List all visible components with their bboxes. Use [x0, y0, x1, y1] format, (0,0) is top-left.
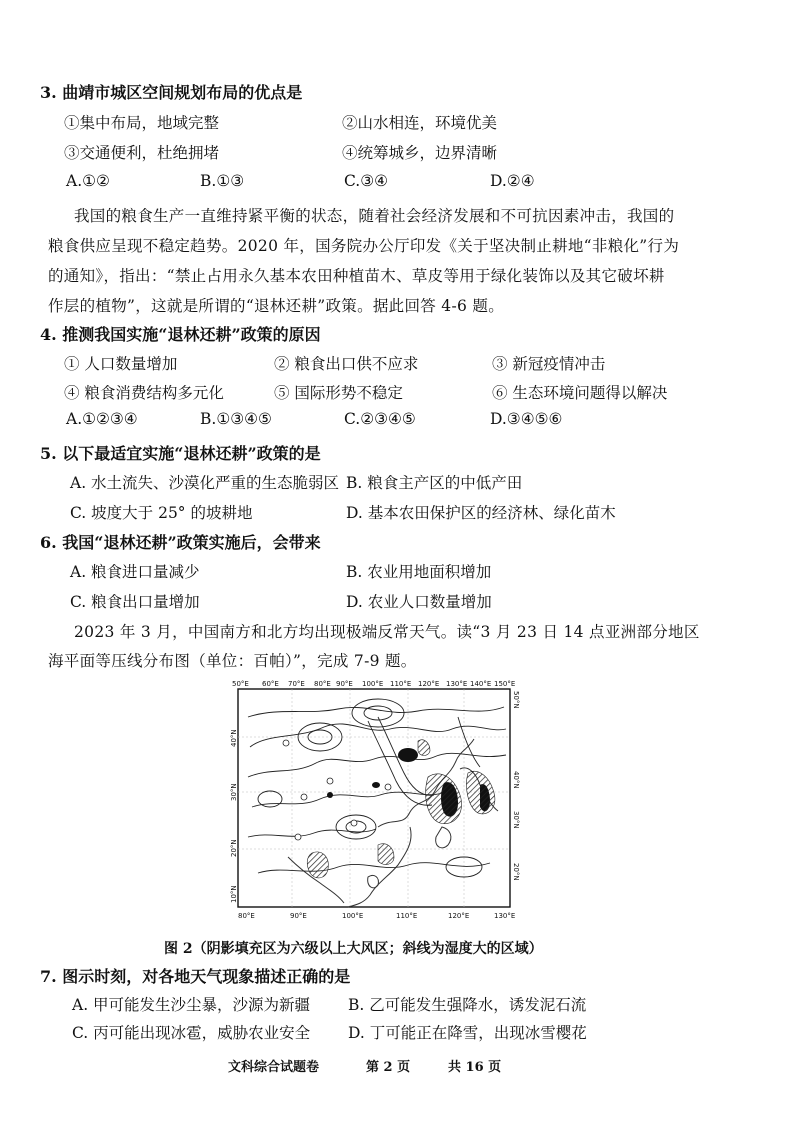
q4-stem: 4. 推测我国实施“退林还耕”政策的原因: [40, 325, 321, 344]
lon-bottom-0: 80°E: [238, 912, 255, 920]
q3-item-1: ①集中布局，地域完整: [64, 114, 220, 132]
lat-right-2: 30°N: [512, 811, 520, 829]
lon-top-5: 100°E: [362, 680, 384, 688]
q7-choice-b: B. 乙可能发生强降水，诱发泥石流: [348, 996, 587, 1014]
q4-item-1: ① 人口数量增加: [64, 355, 178, 373]
lat-left-0: 40°N: [230, 729, 238, 747]
q3-item-4: ④统筹城乡，边界清晰: [342, 144, 498, 162]
isobar-map: [228, 677, 520, 922]
q7-choice-d: D. 丁可能正在降雪，出现冰雪樱花: [348, 1024, 587, 1042]
lon-top-10: 150°E: [494, 680, 516, 688]
lon-bottom-4: 120°E: [448, 912, 470, 920]
q7-stem: 7. 图示时刻，对各地天气现象描述正确的是: [40, 967, 351, 986]
q6-choice-b: B. 农业用地面积增加: [346, 563, 492, 581]
footer-page: 第 2 页: [366, 1060, 411, 1075]
q5-choice-d: D. 基本农田保护区的经济林、绿化苗木: [346, 504, 616, 522]
passage2-line-2: 海平面等压线分布图（单位：百帕）”，完成 7-9 题。: [48, 652, 417, 670]
lat-left-1: 30°N: [230, 783, 238, 801]
q3-item-3: ③交通便利，杜绝拥堵: [64, 144, 220, 162]
q4-choice-b: B.①③④⑤: [200, 410, 272, 428]
q5-choice-c: C. 坡度大于 25° 的坡耕地: [70, 504, 253, 522]
lat-left-2: 20°N: [230, 839, 238, 857]
lon-top-3: 80°E: [314, 680, 331, 688]
figure-caption: 图 2（阴影填充区为六级以上大风区；斜线为湿度大的区域）: [164, 941, 543, 957]
q3-choice-a: A.①②: [66, 172, 110, 190]
q7-choice-a: A. 甲可能发生沙尘暴，沙源为新疆: [72, 996, 311, 1014]
passage1-line-1: 我国的粮食生产一直维持紧平衡的状态，随着社会经济发展和不可抗因素冲击，我国的: [74, 207, 675, 225]
lon-bottom-5: 130°E: [494, 912, 516, 920]
q4-choice-a: A.①②③④: [66, 410, 138, 428]
lon-top-2: 70°E: [288, 680, 305, 688]
lon-top-8: 130°E: [446, 680, 468, 688]
q6-stem: 6. 我国“退林还耕”政策实施后，会带来: [40, 533, 321, 552]
q3-choice-b: B.①③: [200, 172, 245, 190]
q5-choice-a: A. 水土流失、沙漠化严重的生态脆弱区: [70, 474, 340, 492]
q4-choice-c: C.②③④⑤: [344, 410, 416, 428]
q4-choice-d: D.③④⑤⑥: [490, 410, 563, 428]
lat-right-0: 50°N: [512, 691, 520, 709]
passage1-line-2: 粮食供应呈现不稳定趋势。2020 年，国务院办公厅印发《关于坚决制止耕地“非粮化”行为: [48, 237, 680, 255]
lon-bottom-1: 90°E: [290, 912, 307, 920]
q6-choice-d: D. 农业人口数量增加: [346, 593, 492, 611]
footer-total: 共 16 页: [448, 1060, 502, 1075]
lon-top-7: 120°E: [418, 680, 440, 688]
q6-choice-a: A. 粮食进口量减少: [70, 563, 200, 581]
q5-choice-b: B. 粮食主产区的中低产田: [346, 474, 523, 492]
q3-item-2: ②山水相连，环境优美: [342, 114, 498, 132]
lon-bottom-3: 110°E: [396, 912, 418, 920]
q5-stem: 5. 以下最适宜实施“退林还耕”政策的是: [40, 444, 321, 463]
lon-top-0: 50°E: [232, 680, 249, 688]
lat-right-1: 40°N: [512, 771, 520, 789]
q7-choice-c: C. 丙可能出现冰雹，威胁农业安全: [72, 1024, 311, 1042]
lon-top-1: 60°E: [262, 680, 279, 688]
lon-bottom-2: 100°E: [342, 912, 364, 920]
lon-top-9: 140°E: [470, 680, 492, 688]
footer-title: 文科综合试题卷: [228, 1060, 320, 1075]
q3-choice-d: D.②④: [490, 172, 535, 190]
q4-item-5: ⑤ 国际形势不稳定: [274, 384, 403, 402]
passage1-line-4: 作层的植物”，这就是所谓的“退林还耕”政策。据此回答 4-6 题。: [48, 297, 504, 315]
isobar-map-svg: [228, 677, 520, 922]
q4-item-3: ③ 新冠疫情冲击: [492, 355, 606, 373]
q4-item-4: ④ 粮食消费结构多元化: [64, 384, 224, 402]
q3-stem: 3. 曲靖市城区空间规划布局的优点是: [40, 83, 303, 102]
q6-choice-c: C. 粮食出口量增加: [70, 593, 200, 611]
q4-item-2: ② 粮食出口供不应求: [274, 355, 419, 373]
lon-top-6: 110°E: [390, 680, 412, 688]
q4-item-6: ⑥ 生态环境问题得以解决: [492, 384, 668, 402]
lat-right-3: 20°N: [512, 863, 520, 881]
passage2-line-1: 2023 年 3 月，中国南方和北方均出现极端反常天气。读“3 月 23 日 14 点亚洲部分地区: [74, 623, 700, 641]
passage1-line-3: 的通知》，指出：“禁止占用永久基本农田种植苗木、草皮等用于绿化装饰以及其它破坏耕: [48, 267, 665, 285]
q3-choice-c: C.③④: [344, 172, 389, 190]
lon-top-4: 90°E: [336, 680, 353, 688]
lat-left-3: 10°N: [230, 885, 238, 903]
